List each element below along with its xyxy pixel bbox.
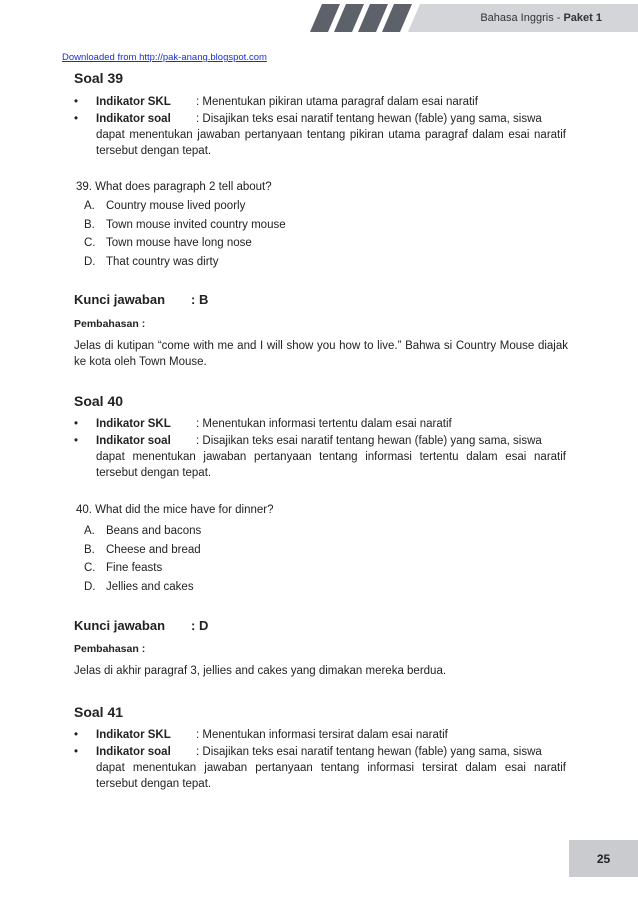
bullet-icon: • xyxy=(74,746,79,758)
soal-40-kunci-value: : D xyxy=(191,618,209,633)
soal-39-indikator-soal-cont: dapat menentukan jawaban pertanyaan tentang pikiran utama paragraf dalam esai naratif tersebut dengan tepat. xyxy=(96,129,566,157)
download-link[interactable]: Downloaded from http://pak-anang.blogspot.com xyxy=(62,52,267,63)
soal-40-question: 40. What did the mice have for dinner? xyxy=(76,504,274,516)
soal-41-indikator-soal-cont: dapat menentukan jawaban pertanyaan tentang informasi tersirat dalam esai naratif tersebut dengan tepat. xyxy=(96,762,566,790)
soal-39-question: 39. What does paragraph 2 tell about? xyxy=(76,181,272,193)
bullet-icon: • xyxy=(74,418,79,430)
soal-39-pembahasan-label: Pembahasan : xyxy=(74,318,146,330)
soal-40-pembahasan-label: Pembahasan : xyxy=(74,643,146,655)
option-d: D. Jellies and cakes xyxy=(84,580,194,593)
soal-39-kunci-value: : B xyxy=(191,292,209,307)
soal-39-pembahasan-text: Jelas di kutipan “come with me and I will show you how to live.” Bahwa si Country Mouse diajak ke kota oleh Town Mouse. xyxy=(74,340,568,368)
option-c: C. Town mouse have long nose xyxy=(84,237,252,249)
bullet-icon: • xyxy=(74,729,79,741)
option-d: D. That country was dirty xyxy=(84,255,219,268)
bullet-icon: • xyxy=(74,435,79,447)
soal-40-pembahasan-text: Jelas di akhir paragraf 3, jellies and cakes yang dimakan mereka berdua. xyxy=(74,665,447,677)
soal-40-indikator-soal-cont: dapat menentukan jawaban pertanyaan tentang informasi tertentu dalam esai naratif tersebut dengan tepat. xyxy=(96,451,566,479)
soal-39-title: Soal 39 xyxy=(74,70,124,86)
bullet-icon: • xyxy=(74,113,79,125)
option-a: A. Country mouse lived poorly xyxy=(84,200,246,212)
soal-41-title: Soal 41 xyxy=(74,704,124,720)
soal-39-kunci-label: Kunci jawaban xyxy=(74,292,166,307)
option-c: C. Fine feasts xyxy=(84,562,163,574)
soal-39-options xyxy=(84,198,286,272)
page-number: 25 xyxy=(569,840,638,877)
option-b: B. Cheese and bread xyxy=(84,543,201,556)
option-b: B. Town mouse invited country mouse xyxy=(84,218,286,231)
bullet-icon: • xyxy=(74,96,79,108)
soal-40-kunci-label: Kunci jawaban xyxy=(74,618,166,633)
soal-40-options xyxy=(84,523,201,597)
header-title: Bahasa Inggris - Paket 1 xyxy=(480,12,602,24)
option-a: A. Beans and bacons xyxy=(84,525,202,537)
soal-40-title: Soal 40 xyxy=(74,393,124,409)
